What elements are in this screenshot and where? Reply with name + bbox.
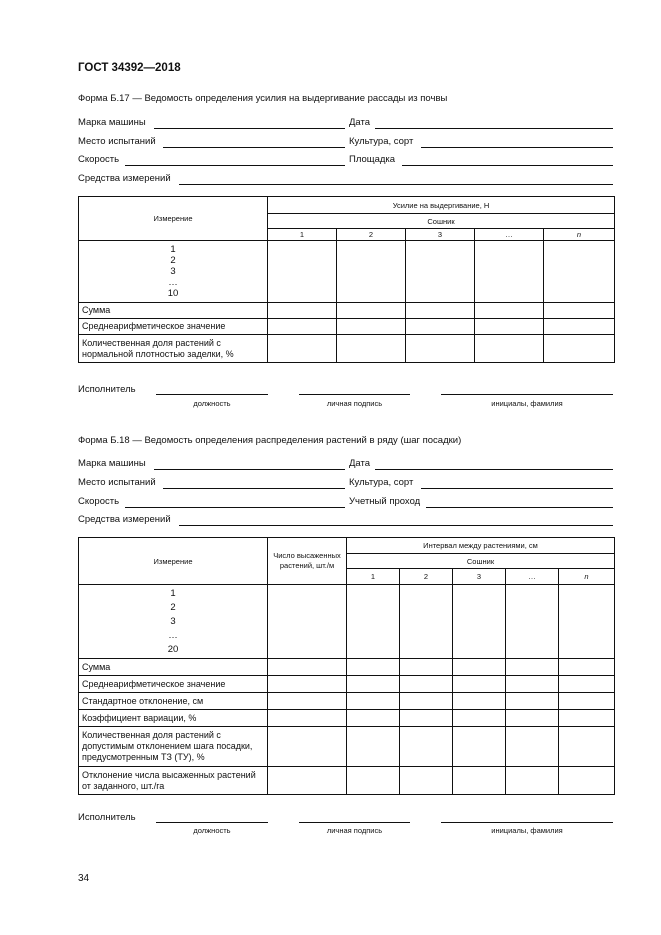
table-cell[interactable] <box>268 676 347 693</box>
form17-col-2: 2 <box>337 229 406 241</box>
table-cell[interactable] <box>406 241 475 303</box>
table-cell[interactable] <box>544 303 615 319</box>
form18-signature-label: Исполнитель <box>78 812 136 823</box>
table-cell[interactable] <box>506 659 559 676</box>
form18-row-variation: Коэффициент вариации, % <box>79 710 268 727</box>
table-cell[interactable] <box>347 659 400 676</box>
table-cell[interactable] <box>400 676 453 693</box>
table-cell[interactable] <box>337 335 406 363</box>
form18-col-2: 2 <box>400 569 453 585</box>
table-cell[interactable] <box>453 767 506 795</box>
form17-row-number: 2 <box>170 255 176 266</box>
form17-col-3: 3 <box>406 229 475 241</box>
table-cell[interactable] <box>268 335 337 363</box>
table-cell[interactable] <box>559 727 615 767</box>
form17-row-number: 10 <box>167 288 179 299</box>
form18-place-label: Место испытаний <box>78 477 156 488</box>
table-cell[interactable] <box>347 710 400 727</box>
table-cell[interactable] <box>559 585 615 659</box>
form18-row-numbers <box>79 585 268 659</box>
form17-row-number: … <box>168 277 178 288</box>
table-cell[interactable] <box>268 710 347 727</box>
form17-area-label: Площадка <box>349 154 396 165</box>
form18-row-number: 1 <box>170 587 176 599</box>
form17-place-label: Место испытаний <box>78 136 156 147</box>
form17-date-field[interactable] <box>375 128 613 129</box>
table-cell[interactable] <box>559 659 615 676</box>
form17-signature-label: Исполнитель <box>78 384 136 395</box>
form17-row-mean: Среднеарифметическое значение <box>79 319 268 335</box>
form17-speed-field[interactable] <box>125 165 345 166</box>
form18-speed-label: Скорость <box>78 496 120 507</box>
table-cell[interactable] <box>506 710 559 727</box>
form17-position-line[interactable] <box>156 394 268 395</box>
form18-name-line[interactable] <box>441 822 613 823</box>
form17-col-measurement: Измерение <box>79 197 268 241</box>
form17-speed-label: Скорость <box>78 154 120 165</box>
form18-position-line[interactable] <box>156 822 268 823</box>
table-cell[interactable] <box>400 710 453 727</box>
form18-place-field[interactable] <box>163 488 345 489</box>
table-cell[interactable] <box>347 727 400 767</box>
form17-crop-field[interactable] <box>421 147 613 148</box>
table-cell[interactable] <box>406 335 475 363</box>
form17-place-field[interactable] <box>163 147 345 148</box>
table-cell[interactable] <box>268 585 347 659</box>
form18-name-caption: инициалы, фамилия <box>491 826 563 835</box>
form18-crop-field[interactable] <box>421 488 613 489</box>
table-cell[interactable] <box>475 241 544 303</box>
table-cell[interactable] <box>400 727 453 767</box>
table-cell[interactable] <box>453 585 506 659</box>
table-cell[interactable] <box>475 319 544 335</box>
table-cell[interactable] <box>453 676 506 693</box>
form18-col-ellipsis: … <box>506 569 559 585</box>
form18-title: Форма Б.18 — Ведомость определения распределения растений в ряду (шаг посадки) <box>78 435 462 446</box>
form17-signature-caption: личная подпись <box>326 399 383 408</box>
table-cell[interactable] <box>268 693 347 710</box>
form18-row-number: 2 <box>170 601 176 613</box>
table-cell[interactable] <box>506 693 559 710</box>
form17-name-line[interactable] <box>441 394 613 395</box>
form17-signature-line[interactable] <box>299 394 410 395</box>
table-cell[interactable] <box>268 767 347 795</box>
form17-sub-header: Сошник <box>268 214 615 229</box>
table-cell[interactable] <box>400 585 453 659</box>
form18-pass-label: Учетный проход <box>349 496 421 507</box>
form17-crop-label: Культура, сорт <box>349 136 414 147</box>
table-cell[interactable] <box>453 710 506 727</box>
table-cell[interactable] <box>475 335 544 363</box>
form17-date-label: Дата <box>349 117 371 128</box>
table-cell[interactable] <box>347 585 400 659</box>
table-cell[interactable] <box>506 727 559 767</box>
table-cell[interactable] <box>453 693 506 710</box>
table-cell[interactable] <box>347 693 400 710</box>
form18-group-header: Интервал между растениями, см <box>347 538 615 554</box>
form18-machine-label: Марка машины <box>78 458 146 469</box>
table-cell[interactable] <box>475 303 544 319</box>
table-cell[interactable] <box>559 710 615 727</box>
table-cell[interactable] <box>506 585 559 659</box>
form18-row-number: … <box>168 629 178 641</box>
form18-row-mean: Среднеарифметическое значение <box>79 676 268 693</box>
table-cell[interactable] <box>559 693 615 710</box>
table-cell[interactable] <box>506 767 559 795</box>
table-cell[interactable] <box>347 767 400 795</box>
form17-instruments-label: Средства измерений <box>78 173 171 184</box>
table-cell[interactable] <box>406 319 475 335</box>
table-cell[interactable] <box>559 767 615 795</box>
table-cell[interactable] <box>337 303 406 319</box>
table-cell[interactable] <box>400 693 453 710</box>
form17-name-caption: инициалы, фамилия <box>491 399 563 408</box>
form17-col-1: 1 <box>268 229 337 241</box>
form18-row-stddev: Стандартное отклонение, см <box>79 693 268 710</box>
table-cell[interactable] <box>268 303 337 319</box>
form18-row-number: 3 <box>170 615 176 627</box>
table-cell[interactable] <box>544 241 615 303</box>
form18-signature-line[interactable] <box>299 822 410 823</box>
form18-row-sum: Сумма <box>79 659 268 676</box>
table-cell[interactable] <box>268 659 347 676</box>
form17-col-ellipsis: … <box>475 229 544 241</box>
document-header: ГОСТ 34392—2018 <box>78 62 181 74</box>
table-cell[interactable] <box>337 241 406 303</box>
form18-date-label: Дата <box>349 458 371 469</box>
table-cell[interactable] <box>544 335 615 363</box>
table-cell[interactable] <box>268 241 337 303</box>
table-cell[interactable] <box>506 676 559 693</box>
table-cell[interactable] <box>453 727 506 767</box>
form17-title: Форма Б.17 — Ведомость определения усилия на выдергивание рассады из почвы <box>78 93 448 104</box>
form18-instruments-field[interactable] <box>179 525 613 526</box>
table-cell[interactable] <box>453 659 506 676</box>
form17-row-number: 3 <box>170 266 176 277</box>
form18-row-deviation: Отклонение числа высаженных растений от заданного, шт./га <box>79 767 268 795</box>
form18-date-field[interactable] <box>375 469 613 470</box>
form17-row-numbers <box>79 241 268 303</box>
form18-position-caption: должность <box>193 826 231 835</box>
form18-col-1: 1 <box>347 569 400 585</box>
form17-position-caption: должность <box>193 399 231 408</box>
form18-sub-header: Сошник <box>347 554 615 569</box>
form18-signature-caption: личная подпись <box>326 826 383 835</box>
form18-col-3: 3 <box>453 569 506 585</box>
table-cell[interactable] <box>268 727 347 767</box>
form18-row-share: Количественная доля растений с допустимым отклонением шага посадки, предусмотренным ТЗ (ТУ), % <box>79 727 268 767</box>
table-cell[interactable] <box>559 676 615 693</box>
form17-group-header: Усилие на выдергивание, Н <box>268 197 615 214</box>
table-cell[interactable] <box>400 767 453 795</box>
form18-col-n: n <box>559 569 615 585</box>
table-cell[interactable] <box>400 659 453 676</box>
form17-machine-field[interactable] <box>154 128 345 129</box>
form18-col-measurement: Измерение <box>79 538 268 585</box>
form17-row-number: 1 <box>170 244 176 255</box>
form17-col-n: n <box>544 229 615 241</box>
table-cell[interactable] <box>347 676 400 693</box>
form18-speed-field[interactable] <box>125 507 345 508</box>
table-cell[interactable] <box>544 319 615 335</box>
form18-instruments-label: Средства измерений <box>78 514 171 525</box>
form17-instruments-field[interactable] <box>179 184 613 185</box>
form18-pass-field[interactable] <box>426 507 613 508</box>
page-number: 34 <box>78 873 90 884</box>
table-cell[interactable] <box>406 303 475 319</box>
form17-row-share: Количественная доля растений с нормальной плотностью заделки, % <box>79 335 268 363</box>
form18-machine-field[interactable] <box>154 469 345 470</box>
form18-row-number: 20 <box>167 643 179 655</box>
form17-row-sum: Сумма <box>79 303 268 319</box>
form18-table <box>78 537 615 795</box>
form18-col-planted: Число высаженных растений, шт./м <box>268 538 347 585</box>
table-cell[interactable] <box>337 319 406 335</box>
form18-crop-label: Культура, сорт <box>349 477 414 488</box>
form17-machine-label: Марка машины <box>78 117 146 128</box>
form17-table <box>78 196 615 363</box>
form17-area-field[interactable] <box>402 165 613 166</box>
table-cell[interactable] <box>268 319 337 335</box>
